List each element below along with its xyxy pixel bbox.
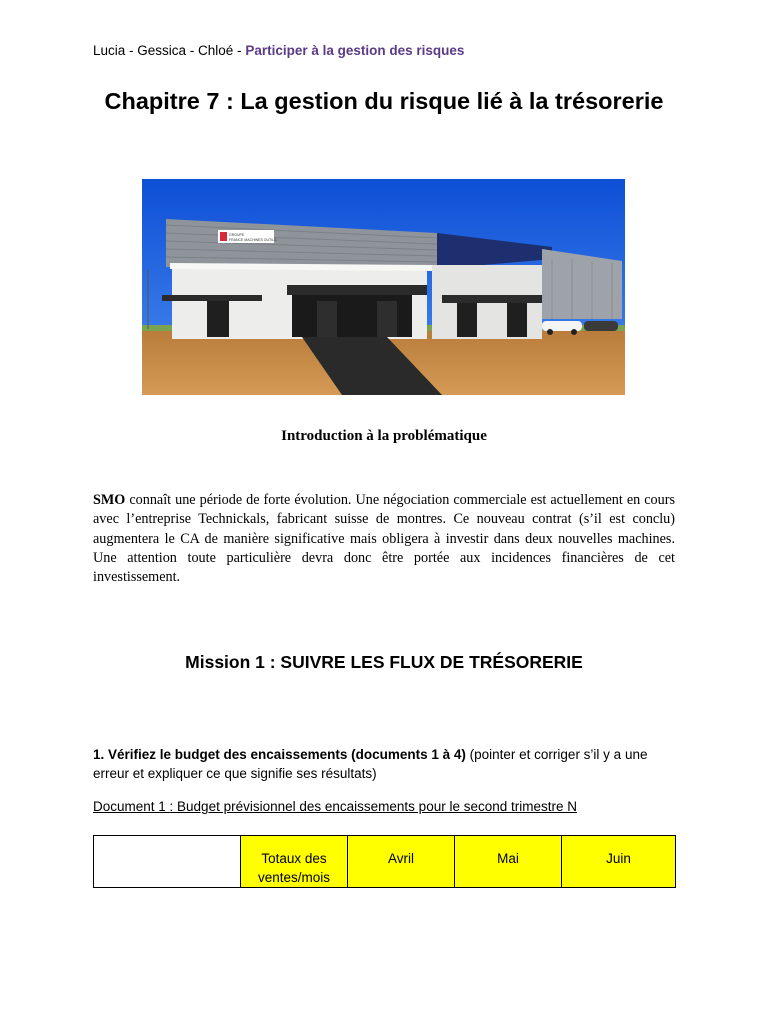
table-header-juin: Juin <box>562 836 676 888</box>
table-header-totaux: Totaux des ventes/mois <box>241 836 348 888</box>
intro-heading: Introduction à la problématique <box>281 428 487 444</box>
mission-title: Mission 1 : SUIVRE LES FLUX DE TRÉSORERIE <box>185 652 583 672</box>
question-rest: (pointer et corriger s’il y a une erreur et expliquer ce que signifie ses résultats) <box>93 747 648 781</box>
question-1 <box>93 745 675 783</box>
header-subject: Participer à la gestion des risques <box>245 43 465 58</box>
question-bold: 1. Vérifiez le budget des encaissements (documents 1 à 4) <box>93 747 466 762</box>
running-header <box>93 43 464 58</box>
table-cell-empty <box>94 836 241 888</box>
intro-paragraph <box>93 491 675 587</box>
document-caption: Document 1 : Budget prévisionnel des encaissements pour le second trimestre N <box>93 799 577 814</box>
table-header-row <box>94 836 676 888</box>
company-name: SMO <box>93 492 126 508</box>
budget-table <box>93 835 676 888</box>
intro-text: connaît une période de forte évolution. Une négociation commerciale est actuellement en cours avec l’entreprise Technickals, fabricant suisse de montres. Ce nouveau contrat (s’il est conclu) augmentera le CA de manière significative mais obligera à investir dans deux nouvelles machines. Une attention toute particulière devra donc être portée aux incidences financières de cet investissement. <box>93 492 675 586</box>
header-authors: Lucia - Gessica - Chloé - <box>93 43 246 58</box>
chapter-title: Chapitre 7 : La gestion du risque lié à la trésorerie <box>104 88 664 114</box>
table-header-mai: Mai <box>455 836 562 888</box>
sign-text-2: FRANCE MACHINES OUTILS <box>229 238 277 242</box>
building-photo-svg <box>142 179 625 395</box>
sign-text-1: GROUPE <box>229 233 245 237</box>
building-photo <box>142 179 625 395</box>
table-header-avril: Avril <box>348 836 455 888</box>
